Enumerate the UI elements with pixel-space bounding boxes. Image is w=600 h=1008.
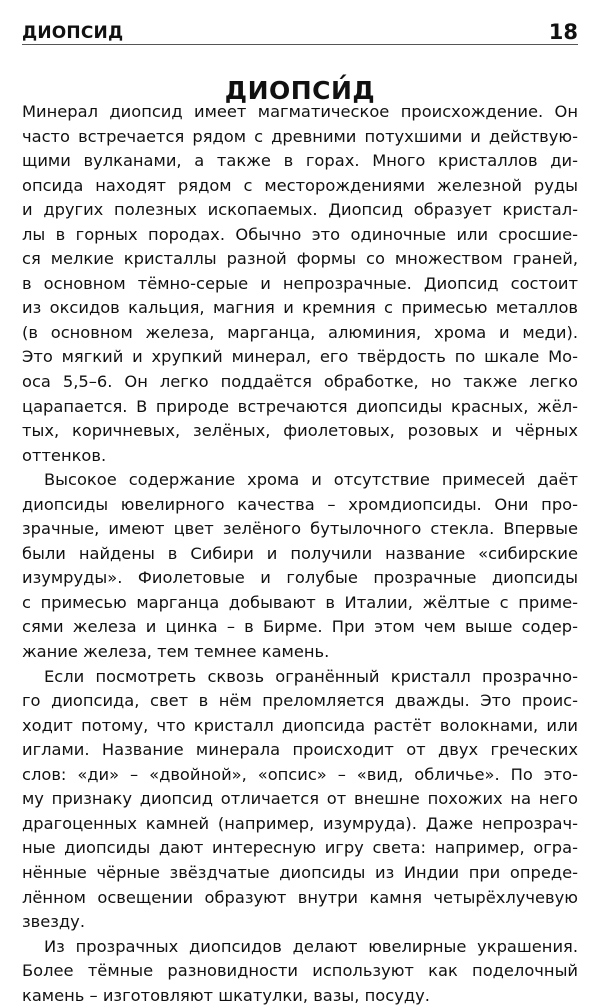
text-line: в основном тёмно-серые и непрозрачные. Диопсид состоит	[22, 273, 578, 293]
text-line: из оксидов кальция, магния и кремния с примесью металлов	[22, 298, 578, 318]
text-line: Из прозрачных диопсидов делают ювелирные украшения.	[44, 936, 578, 956]
text-line: лённом освещении образуют внутри камня четырёхлучевую	[22, 887, 578, 907]
text-line: ные диопсиды дают интересную игру света: например, огра-	[22, 838, 578, 858]
paragraph-1	[22, 100, 578, 468]
text-line: му признаку диопсид отличается от внешне похожих на него	[22, 789, 578, 809]
paragraph-3	[22, 665, 578, 935]
paragraph-2	[22, 468, 578, 664]
text-line: ся мелкие кристаллы разной формы со множеством граней,	[22, 249, 578, 269]
text-line: драгоценных камней (например, изумруда). Даже непрозрач-	[22, 813, 578, 833]
text-line: иглами. Название минерала происходит от двух греческих	[22, 740, 578, 760]
text-line: и других полезных ископаемых. Диопсид образует кристал-	[22, 200, 578, 220]
text-line: Если посмотреть сквозь огранённый кристалл прозрачно-	[44, 666, 578, 686]
text-line: тых, коричневых, зелёных, фиолетовых, розовых и чёрных	[22, 421, 578, 441]
text-line: нённые чёрные звёздчатые диопсиды из Индии при опреде-	[22, 862, 578, 882]
article-body	[22, 100, 578, 1008]
text-line: камень – изготовляют шкатулки, вазы, посуду.	[22, 985, 430, 1005]
text-line: звезду.	[22, 912, 85, 932]
text-line: с примесью марганца добывают в Италии, жёлтые с приме-	[22, 592, 578, 612]
text-line: жание железа, тем темнее камень.	[22, 642, 330, 662]
text-line: оса 5,5–6. Он легко поддаётся обработке, но также легко	[22, 372, 578, 392]
running-title: ДИОПСИД	[22, 23, 124, 43]
text-line: Более тёмные разновидности используют как поделочный	[22, 961, 578, 981]
text-line: опсида находят рядом с месторождениями железной руды	[22, 175, 578, 195]
text-line: го диопсида, свет в нём преломляется дважды. Это проис-	[22, 691, 578, 711]
page-number: 18	[548, 20, 578, 44]
text-line: были найдены в Сибири и получили название «сибирские	[22, 543, 578, 563]
text-line: царапается. В природе встречаются диопсиды красных, жёл-	[22, 396, 578, 416]
running-header	[22, 18, 578, 45]
text-line: зрачные, имеют цвет зелёного бутылочного стекла. Впервые	[22, 519, 578, 539]
text-line: оттенков.	[22, 445, 107, 465]
text-line: лы в горных породах. Обычно это одиночные или сросшие-	[22, 224, 578, 244]
text-line: сями железа и цинка – в Бирме. При этом чем выше содер-	[22, 617, 578, 637]
text-line: ходит потому, что кристалл диопсида растёт волокнами, или	[22, 715, 578, 735]
text-line: Это мягкий и хрупкий минерал, его твёрдость по шкале Мо-	[22, 347, 578, 367]
text-line: часто встречается рядом с древними потухшими и действую-	[22, 126, 578, 146]
text-line: изумруды». Фиолетовые и голубые прозрачные диопсиды	[22, 568, 578, 588]
article-title: ДИОПСИ́Д	[224, 75, 376, 105]
text-line: Высокое содержание хрома и отсутствие примесей даёт	[44, 470, 578, 490]
paragraph-4	[22, 935, 578, 1008]
text-line: Минерал диопсид имеет магматическое происхождение. Он	[22, 102, 578, 121]
text-line: щими вулканами, а также в горах. Много кристаллов ди-	[22, 151, 578, 171]
text-line: слов: «ди» – «двойной», «опсис» – «вид, обличье». По это-	[22, 764, 578, 784]
text-line: диопсиды ювелирного качества – хромдиопсиды. Они про-	[22, 494, 578, 514]
text-line: (в основном железа, марганца, алюминия, хрома и меди).	[22, 322, 578, 342]
